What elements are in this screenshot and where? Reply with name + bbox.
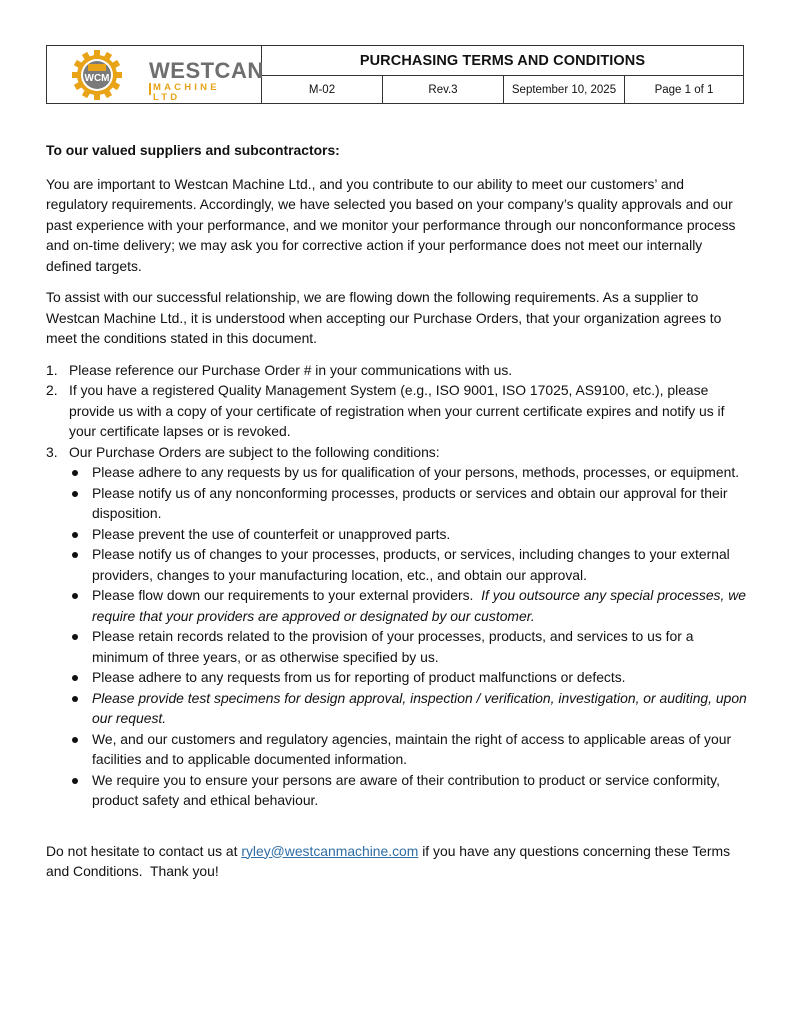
page-number: Page 1 of 1 <box>654 83 714 96</box>
document-date: September 10, 2025 <box>504 76 625 103</box>
condition-text: Please adhere to any requests by us for qualification of your persons, methods, processes, or equipment. <box>92 464 740 480</box>
condition-text: We, and our customers and regulatory agencies, maintain the right of access to applicable areas of your facilities and to applicable documented information. <box>92 730 732 767</box>
bullet-icon <box>72 737 78 743</box>
condition-item <box>69 462 748 483</box>
closing-text: if you have any questions concerning these Terms and Conditions. Thank you! <box>46 842 734 879</box>
bullet-icon <box>72 696 78 702</box>
closing-paragraph <box>46 841 748 882</box>
bullet-icon <box>72 470 78 476</box>
document-body <box>46 140 748 882</box>
list-item-text: Our Purchase Orders are subject to the following conditions: <box>69 443 440 460</box>
condition-item <box>69 483 748 524</box>
bullet-icon <box>72 552 78 558</box>
logo-divider <box>149 83 151 95</box>
gear-icon <box>69 50 133 100</box>
condition-item <box>69 770 748 811</box>
condition-item <box>69 688 748 729</box>
conditions-list <box>69 462 748 811</box>
document-code: M-02 <box>262 76 383 103</box>
document-meta-row <box>262 76 743 103</box>
list-number: 3. <box>46 443 58 460</box>
condition-item <box>69 729 748 770</box>
list-item <box>46 360 748 381</box>
requirements-paragraph: To assist with our successful relationship, we are flowing down the following requirements. As a supplier to Westcan Machine Ltd., it is understood when accepting our Purchase Orders, that your organization agrees to meet the conditions stated in this document. <box>46 289 722 346</box>
document-title: PURCHASING TERMS AND CONDITIONS <box>262 46 743 76</box>
condition-text: Please adhere to any requests from us for reporting of product malfunctions or defects. <box>92 669 626 685</box>
logo-subline: MACHINE LTD <box>153 82 220 103</box>
condition-item <box>69 626 748 667</box>
condition-italic-text: If you outsource any special processes, we require that your providers are approved or designated by our customer. <box>92 587 746 624</box>
list-number: 2. <box>46 382 58 398</box>
list-item-text: Please reference our Purchase Order # in your communications with us. <box>69 361 513 378</box>
condition-text: Please prevent the use of counterfeit or unapproved parts. <box>92 525 451 542</box>
condition-item <box>69 524 748 545</box>
greeting: To our valued suppliers and subcontractors: <box>46 142 340 158</box>
condition-text: Please notify us of any nonconforming processes, products or services and obtain our approval for their disposition. <box>92 484 728 521</box>
list-item <box>46 380 748 442</box>
bullet-icon <box>72 491 78 497</box>
company-logo <box>69 50 264 103</box>
condition-item <box>69 544 748 585</box>
requirements-list <box>46 360 748 811</box>
logo-wordmark: WESTCAN <box>149 58 264 83</box>
logo-cell <box>47 46 262 103</box>
intro-paragraph: You are important to Westcan Machine Ltd., and you contribute to our ability to meet our customers’ and regulatory requirements. Accordingly, we have selected you based on your company’s quality approvals and our past experience with your performance, and we monitor your performance through our nonconformance process and on-time delivery; we may ask you for corrective action if your performance does not meet our internally defined targets. <box>46 175 736 274</box>
bullet-icon <box>72 778 78 784</box>
bullet-icon <box>72 634 78 640</box>
bullet-icon <box>72 593 78 599</box>
list-item-text: If you have a registered Quality Management System (e.g., ISO 9001, ISO 17025, AS9100, etc.), please provide us with a copy of your certificate of registration when your current certificate expires and notify us if your certificate lapses or is revoked. <box>69 382 725 439</box>
condition-text: Please retain records related to the provision of your processes, products, and services to us for a minimum of three years, or as otherwise specified by us. <box>92 628 694 665</box>
list-item <box>46 442 748 811</box>
document-header <box>46 45 744 104</box>
bullet-icon <box>72 532 78 538</box>
condition-text: Please notify us of changes to your processes, products, or services, including changes to your external providers, changes to your manufacturing location, etc., and obtain our approval. <box>92 546 730 583</box>
document-revision: Rev.3 <box>383 76 504 103</box>
list-number: 1. <box>46 361 58 378</box>
logo-initials: WCM <box>84 73 110 84</box>
condition-item <box>69 667 748 688</box>
condition-text: Please flow down our requirements to your external providers. <box>92 587 482 603</box>
condition-text: We require you to ensure your persons are aware of their contribution to product or service conformity, product safety and ethical behaviour. <box>92 771 720 808</box>
closing-text: Do not hesitate to contact us at <box>46 842 242 859</box>
condition-item <box>69 585 748 626</box>
bullet-icon <box>72 675 78 681</box>
contact-email-link[interactable]: ryley@westcanmachine.com <box>241 842 419 859</box>
condition-italic-text: Please provide test specimens for design approval, inspection / verification, investigation, or auditing, upon our request. <box>92 689 747 726</box>
